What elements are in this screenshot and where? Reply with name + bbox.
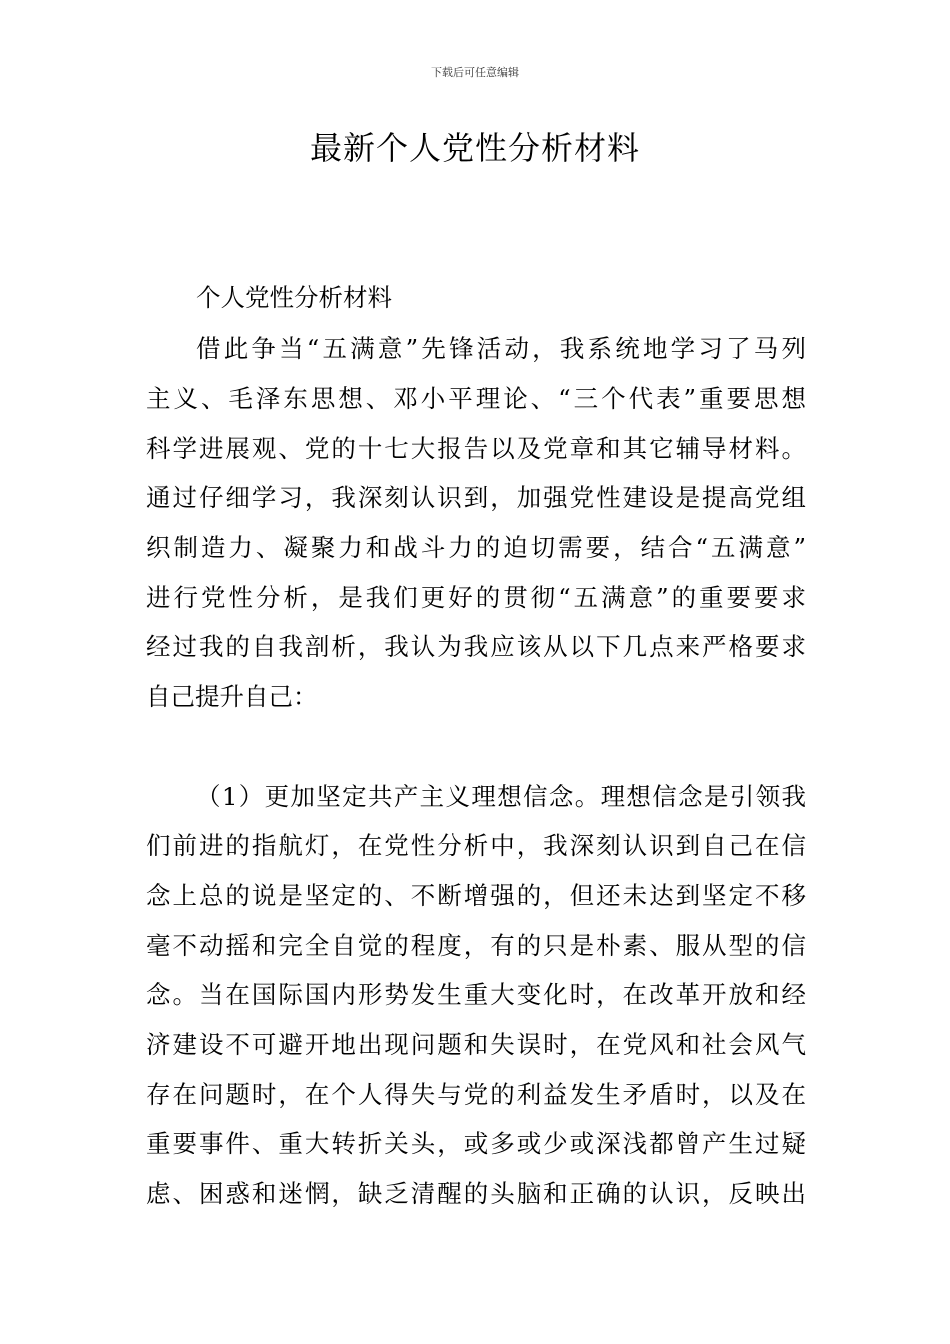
document-subheading: 个人党性分析材料 bbox=[196, 283, 392, 312]
document-title: 最新个人党性分析材料 bbox=[309, 129, 640, 167]
paragraph-1-line: 自己提升自己： bbox=[146, 682, 318, 711]
paragraph-1-line: 借此争当“五满意”先锋活动，我系统地学习了马列 bbox=[196, 334, 806, 363]
paragraph-2-line: 重要事件、重大转折关头，或多或少或深浅都曾产生过疑 bbox=[146, 1129, 806, 1158]
paragraph-1-line: 主义、毛泽东思想、邓小平理论、“三个代表”重要思想 bbox=[146, 384, 806, 413]
paragraph-2-line: 们前进的指航灯，在党性分析中，我深刻认识到自己在信 bbox=[146, 831, 806, 860]
paragraph-1-line: 通过仔细学习，我深刻认识到，加强党性建设是提高党组 bbox=[146, 483, 806, 512]
paragraph-2-line: 念上总的说是坚定的、不断增强的，但还未达到坚定不移 bbox=[146, 881, 806, 910]
paragraph-2-line: （1）更加坚定共产主义理想信念。理想信念是引领我 bbox=[196, 782, 806, 811]
paragraph-1-line: 进行党性分析，是我们更好的贯彻“五满意”的重要要求 bbox=[146, 583, 806, 612]
paragraph-2-line: 存在问题时，在个人得失与党的利益发生矛盾时，以及在 bbox=[146, 1080, 806, 1109]
paragraph-1-line: 科学进展观、党的十七大报告以及党章和其它辅导材料。 bbox=[146, 434, 806, 463]
paragraph-1-line: 经过我的自我剖析，我认为我应该从以下几点来严格要求 bbox=[146, 632, 806, 661]
paragraph-2-line: 念。当在国际国内形势发生重大变化时，在改革开放和经 bbox=[146, 980, 806, 1009]
page-header-note: 下载后可任意编辑 bbox=[431, 66, 519, 79]
paragraph-2-line: 济建设不可避开地出现问题和失误时，在党风和社会风气 bbox=[146, 1030, 806, 1059]
paragraph-2-line: 虑、困惑和迷惘，缺乏清醒的头脑和正确的认识，反映出 bbox=[146, 1179, 806, 1208]
paragraph-1-line: 织制造力、凝聚力和战斗力的迫切需要，结合“五满意” bbox=[146, 533, 806, 562]
paragraph-2-line: 毫不动摇和完全自觉的程度，有的只是朴素、服从型的信 bbox=[146, 931, 806, 960]
